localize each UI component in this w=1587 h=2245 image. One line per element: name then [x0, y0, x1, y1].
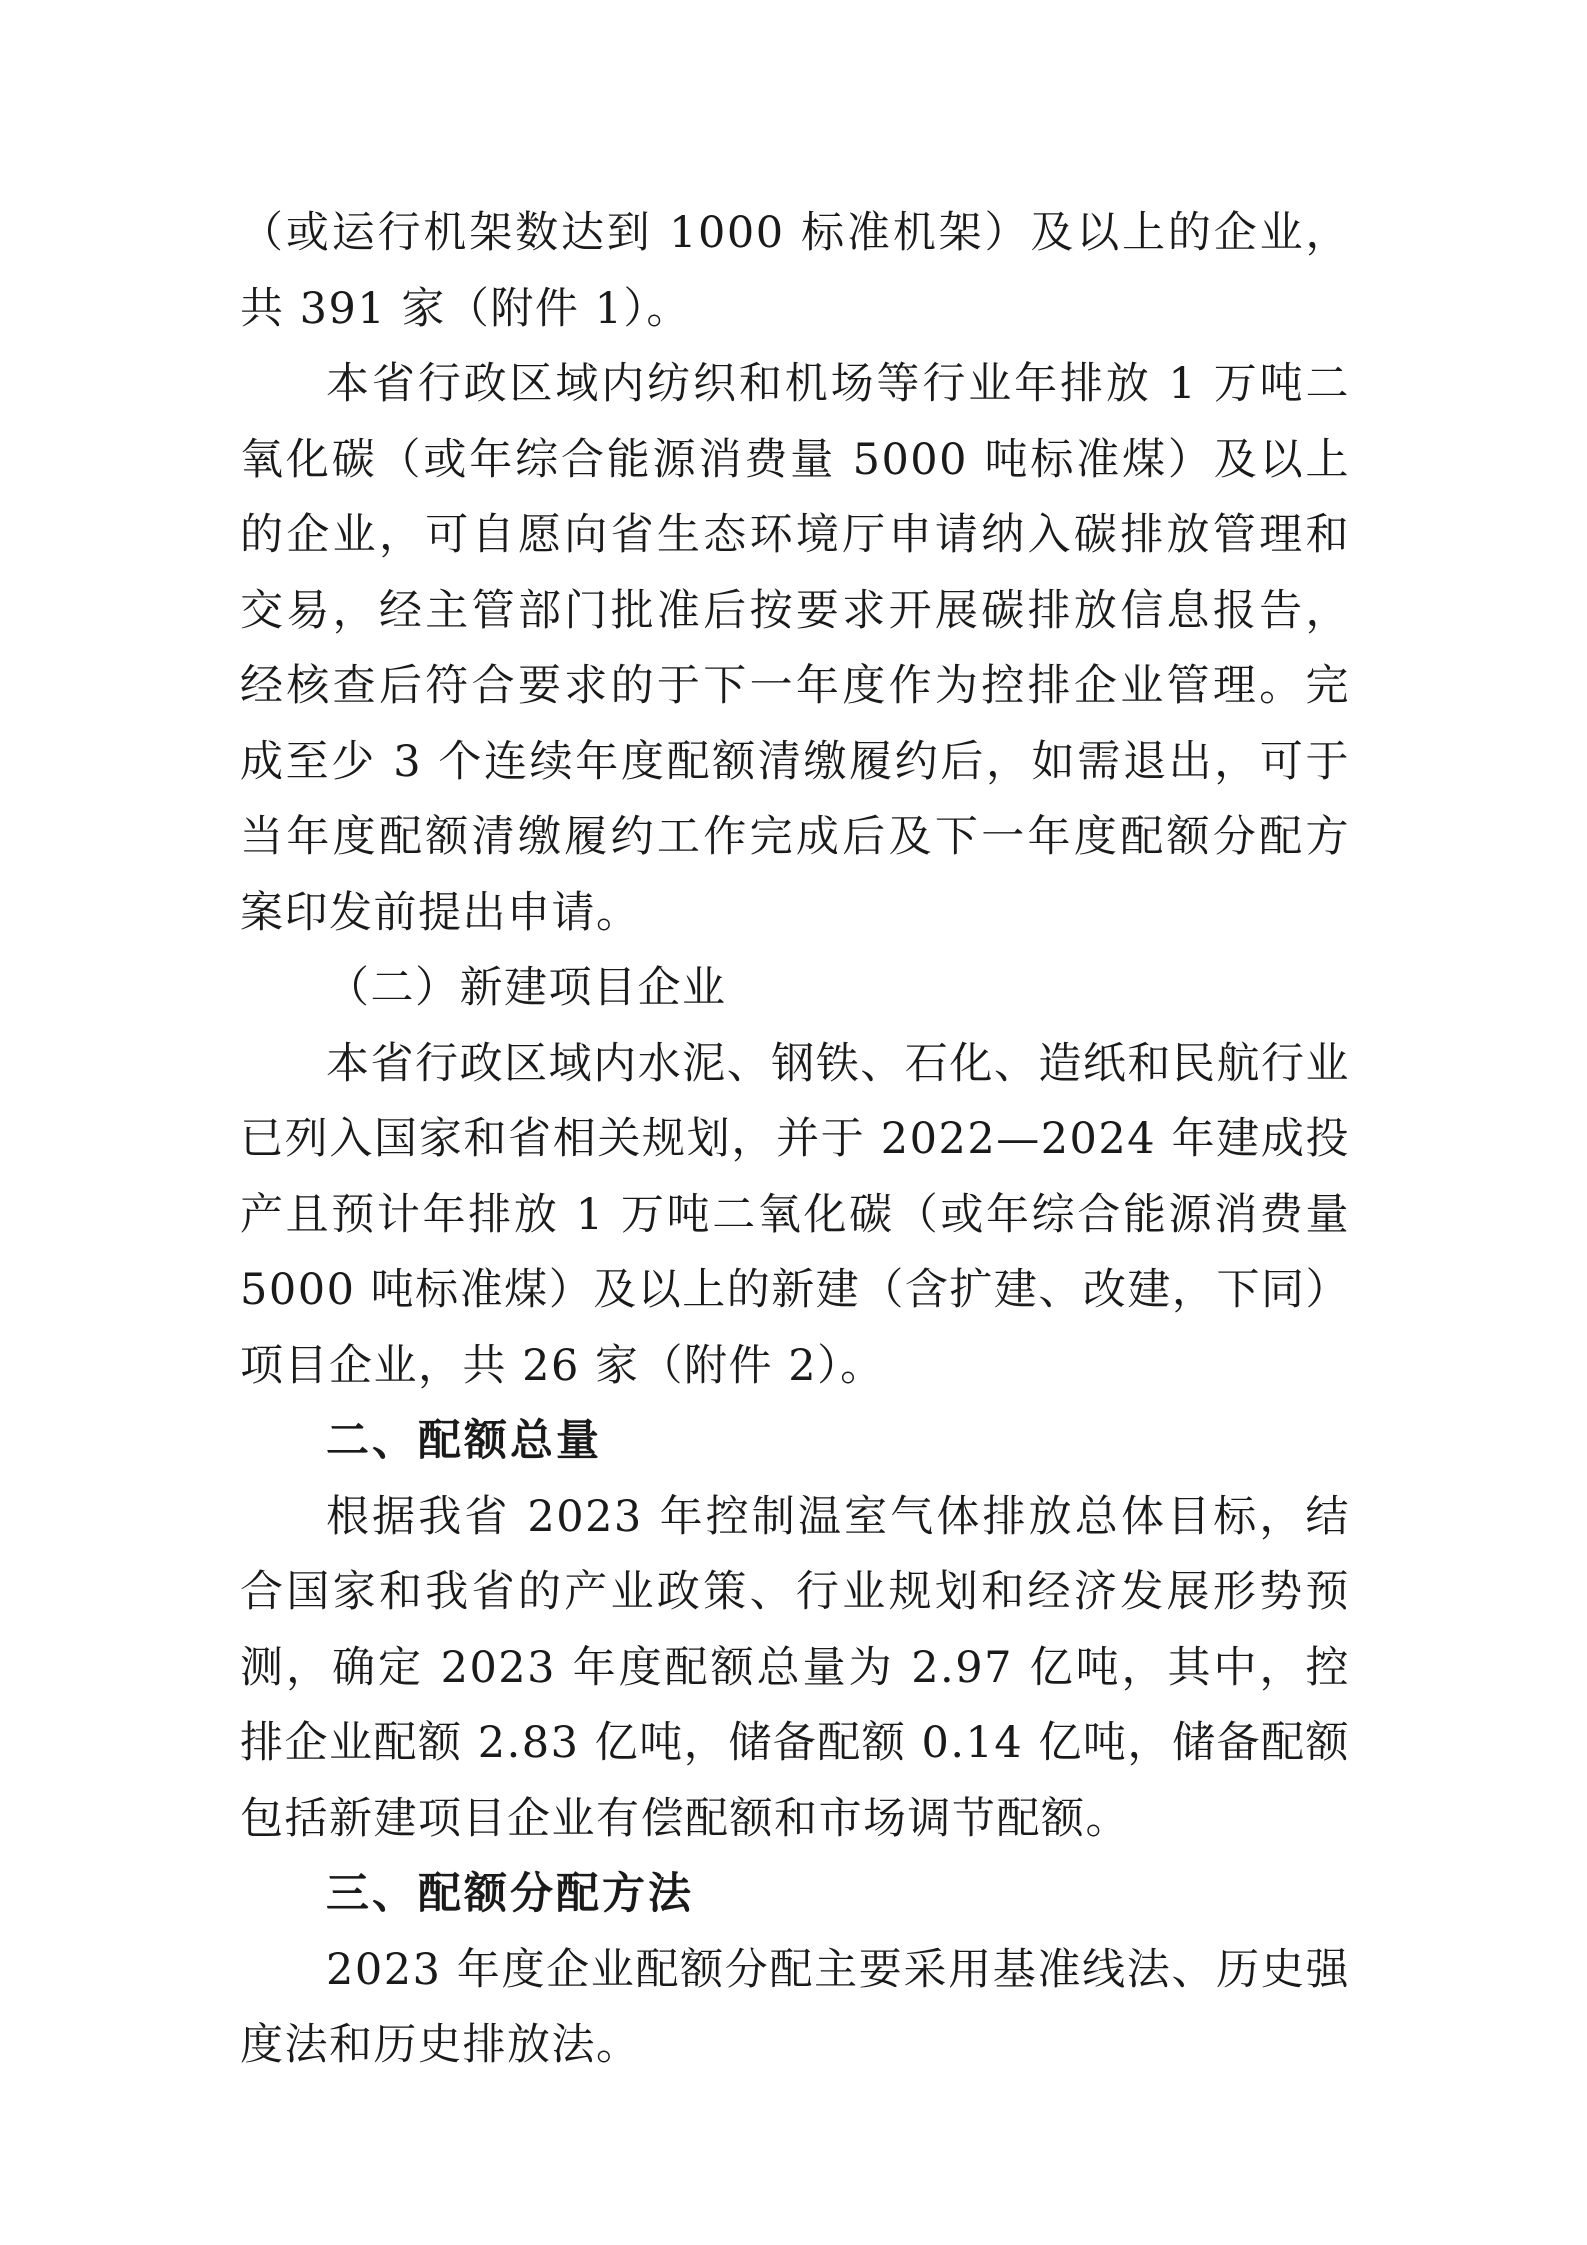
paragraph-quota-total: 根据我省 2023 年控制温室气体排放总体目标，结合国家和我省的产业政策、行业规划和经济发展形势预测，确定 2023 年度配额总量为 2.97 亿吨，其中，控排企业配额 2.83 亿吨，储备配额 0.14 亿吨，储备配额包括新建项目企业有偿配额和市场调节配额。: [240, 1491, 1350, 1844]
subheading-new-projects: （二）新建项目企业: [326, 963, 727, 1013]
document-body: [240, 196, 1350, 2084]
paragraph-continuation: （或运行机架数达到 1000 标准机架）及以上的企业，共 391 家（附件 1）。: [240, 208, 1350, 334]
heading-allocation-method: 三、配额分配方法: [326, 1869, 694, 1919]
paragraph-new-projects: 本省行政区域内水泥、钢铁、石化、造纸和民航行业已列入国家和省相关规划，并于 2022—2024 年建成投产且预计年排放 1 万吨二氧化碳（或年综合能源消费量 5000 吨标准煤）及以上的新建（含扩建、改建，下同）项目企业，共 26 家（附件 2）。: [240, 1038, 1350, 1391]
paragraph-voluntary-inclusion: 本省行政区域内纺织和机场等行业年排放 1 万吨二氧化碳（或年综合能源消费量 5000 吨标准煤）及以上的企业，可自愿向省生态环境厅申请纳入碳排放管理和交易，经主管部门批准后按要求开展碳排放信息报告，经核查后符合要求的于下一年度作为控排企业管理。完成至少 3 个连续年度配额清缴履约后，如需退出，可于当年度配额清缴履约工作完成后及下一年度配额分配方案印发前提出申请。: [240, 359, 1350, 938]
heading-quota-total: 二、配额总量: [326, 1416, 602, 1466]
paragraph-allocation-method: 2023 年度企业配额分配主要采用基准线法、历史强度法和历史排放法。: [240, 1944, 1350, 2070]
